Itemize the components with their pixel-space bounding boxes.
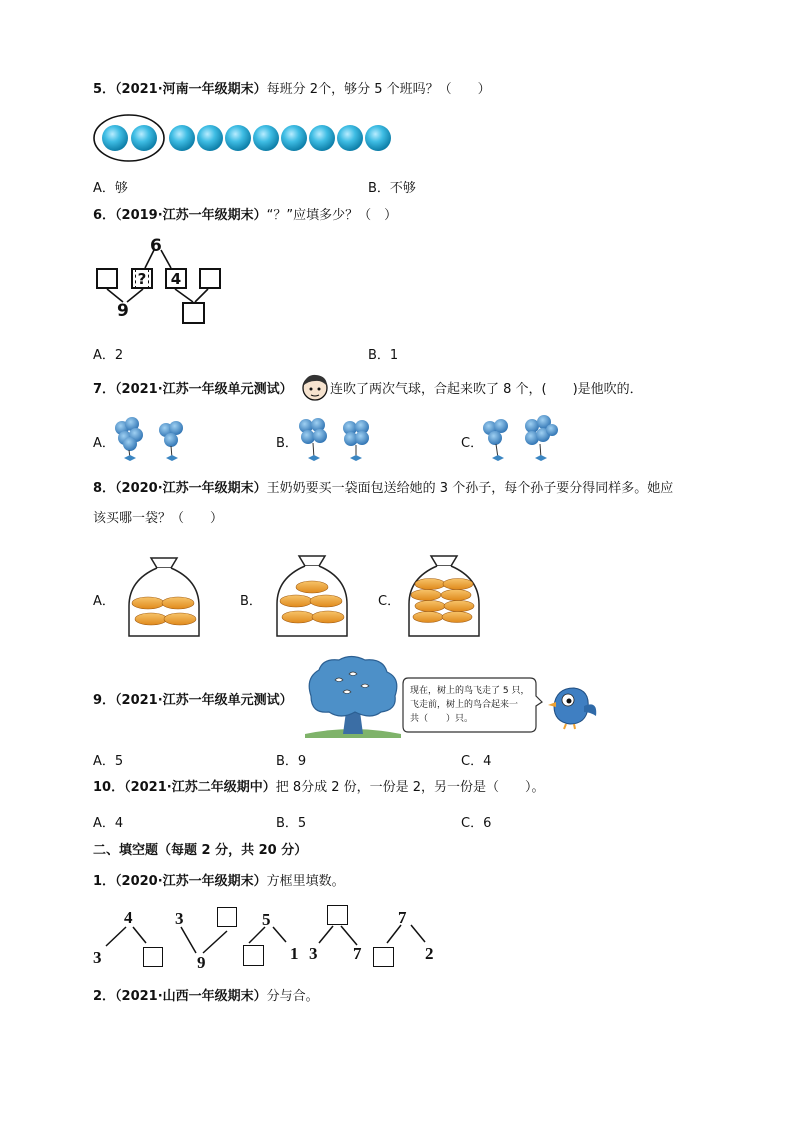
option-c[interactable]: C．6 [461,816,492,831]
bead [365,125,391,151]
number-box: 4 [165,268,187,289]
bread-loaf-icon [310,595,342,607]
answer-box[interactable] [373,947,394,967]
bond-number: 3 [309,944,318,963]
question-source: （2021·江苏一年级单元测试） [115,382,293,397]
option-a[interactable]: A．4 [93,816,124,831]
bread-loaf-icon [162,597,194,609]
question-text-line2: 该买哪一袋？（ ） [93,511,224,526]
question-text: 分与合。 [266,989,319,1004]
balloon-pair-c [480,414,562,468]
question-text: 方框里填数。 [266,874,345,889]
balloon-bunch-icon [525,415,558,461]
bead [197,125,223,151]
bread-loaf-icon [415,579,445,590]
balloon-pair-a [112,414,192,468]
question-number: 1． [93,874,116,889]
fill-question-2 [93,989,319,1005]
question-text: 王奶奶要买一袋面包送给她的 3 个孙子，每个孙子要分得同样多。她应 [266,481,674,496]
answer-box[interactable] [243,945,264,966]
question-6 [93,208,397,224]
section-title: 二、填空题（每题 2 分，共 20 分） [93,843,308,858]
top-number: 6 [150,236,162,256]
bond-number: 5 [262,910,271,929]
option-b[interactable]: B．1 [368,348,399,363]
beads-figure [93,112,403,164]
bubble-line: 共（ ）只。 [410,714,474,724]
question-7-header [93,382,293,398]
bread-bag-b [274,554,350,640]
answer-box[interactable] [199,268,221,289]
bead [102,125,128,151]
balloon-bunch-icon [343,420,369,461]
fill-question-1 [93,874,345,890]
bond-number: 7 [398,908,407,927]
option-a[interactable]: A． [93,436,115,451]
option-b[interactable]: B． [276,436,298,451]
question-5 [93,82,491,98]
question-text: 每班分 2个，够分 5 个班吗？（ ） [266,82,491,97]
bead [337,125,363,151]
question-mark-box: ? [131,268,153,289]
bread-loaf-icon [415,601,445,612]
bead [169,125,195,151]
question-number: 7． [93,382,116,397]
bread-loaf-icon [441,590,471,601]
bread-loaf-icon [132,597,164,609]
question-number: 2． [93,989,116,1004]
bond-number: 1 [290,944,299,963]
bread-loaf-icon [411,590,441,601]
bread-loaf-icon [444,601,474,612]
bond-number: 3 [175,909,184,928]
question-text: 连吹了两次气球，合起来吹了 8 个，( )是他吹的． [330,382,643,397]
option-a[interactable]: A．2 [93,348,124,363]
boy-face-icon [300,372,330,402]
option-a[interactable]: A．5 [93,754,124,769]
bond-number: 4 [124,908,133,927]
bread-bag-c [406,554,482,640]
bead [131,125,157,151]
question-source: （2019·江苏一年级期末） [115,208,267,223]
question-number: 5． [93,82,116,97]
option-c[interactable]: C． [378,594,401,609]
answer-box[interactable] [217,907,237,927]
bead-row [102,125,391,151]
bond-number: 7 [353,944,362,963]
option-b[interactable]: B． [240,594,262,609]
bread-bag-a [126,556,202,640]
bead [225,125,251,151]
answer-box[interactable] [182,302,205,324]
balloon-bunch-icon [483,419,508,461]
question-source: （2020·江苏一年级期末） [115,481,267,496]
question-source: （2021·河南一年级期末） [115,82,267,97]
bubble-line: 现在，树上的鸟飞走了 5 只， [410,686,530,696]
bird-icon [544,676,598,730]
question-10 [93,780,545,796]
speech-bubble-text [410,684,529,726]
question-number: 8． [93,481,116,496]
question-source: （2021·江苏二年级期中） [124,780,276,795]
balloon-pair-b [296,414,376,468]
question-source: （2020·江苏一年级期末） [115,874,267,889]
balloon-bunch-icon [159,421,183,461]
answer-box[interactable] [96,268,118,289]
bead [253,125,279,151]
tree-with-birds-image [305,656,401,738]
option-b[interactable]: B．不够 [368,181,416,196]
balloon-bunch-icon [115,417,143,461]
bottom-number: 9 [117,301,129,321]
question-text: “？”应填多少？（ ） [266,208,398,223]
bread-loaf-icon [442,612,472,623]
bead [281,125,307,151]
bond-number: 9 [197,953,206,972]
bread-loaf-icon [135,613,167,625]
bread-loaf-icon [296,581,328,593]
bond-number: 3 [93,948,102,967]
bread-loaf-icon [413,612,443,623]
question-9 [93,693,293,709]
question-text: 把 8分成 2 份，一份是 2，另一份是（ ）。 [275,780,545,795]
question-source: （2021·山西一年级期末） [115,989,267,1004]
option-a[interactable]: A． [93,594,115,609]
bread-loaf-icon [164,613,196,625]
bubble-line: 飞走前，树上的鸟合起来一 [410,700,519,710]
answer-box[interactable] [143,947,163,967]
bread-loaf-icon [280,595,312,607]
balloon-bunch-icon [299,418,327,461]
question-number: 10． [93,780,125,795]
option-b[interactable]: B．5 [276,816,307,831]
bread-loaf-icon [282,611,314,623]
answer-box[interactable] [327,905,348,925]
question-number: 6． [93,208,116,223]
bread-loaf-icon [443,579,473,590]
bond-number: 2 [425,944,434,963]
question-8 [93,481,673,497]
question-source: （2021·江苏一年级单元测试） [115,693,293,708]
question-number: 9． [93,693,116,708]
bead [309,125,335,151]
bread-loaf-icon [312,611,344,623]
option-b[interactable]: B．9 [276,754,307,769]
option-c[interactable]: C．4 [461,754,492,769]
option-c[interactable]: C． [461,436,484,451]
option-a[interactable]: A．够 [93,181,128,196]
